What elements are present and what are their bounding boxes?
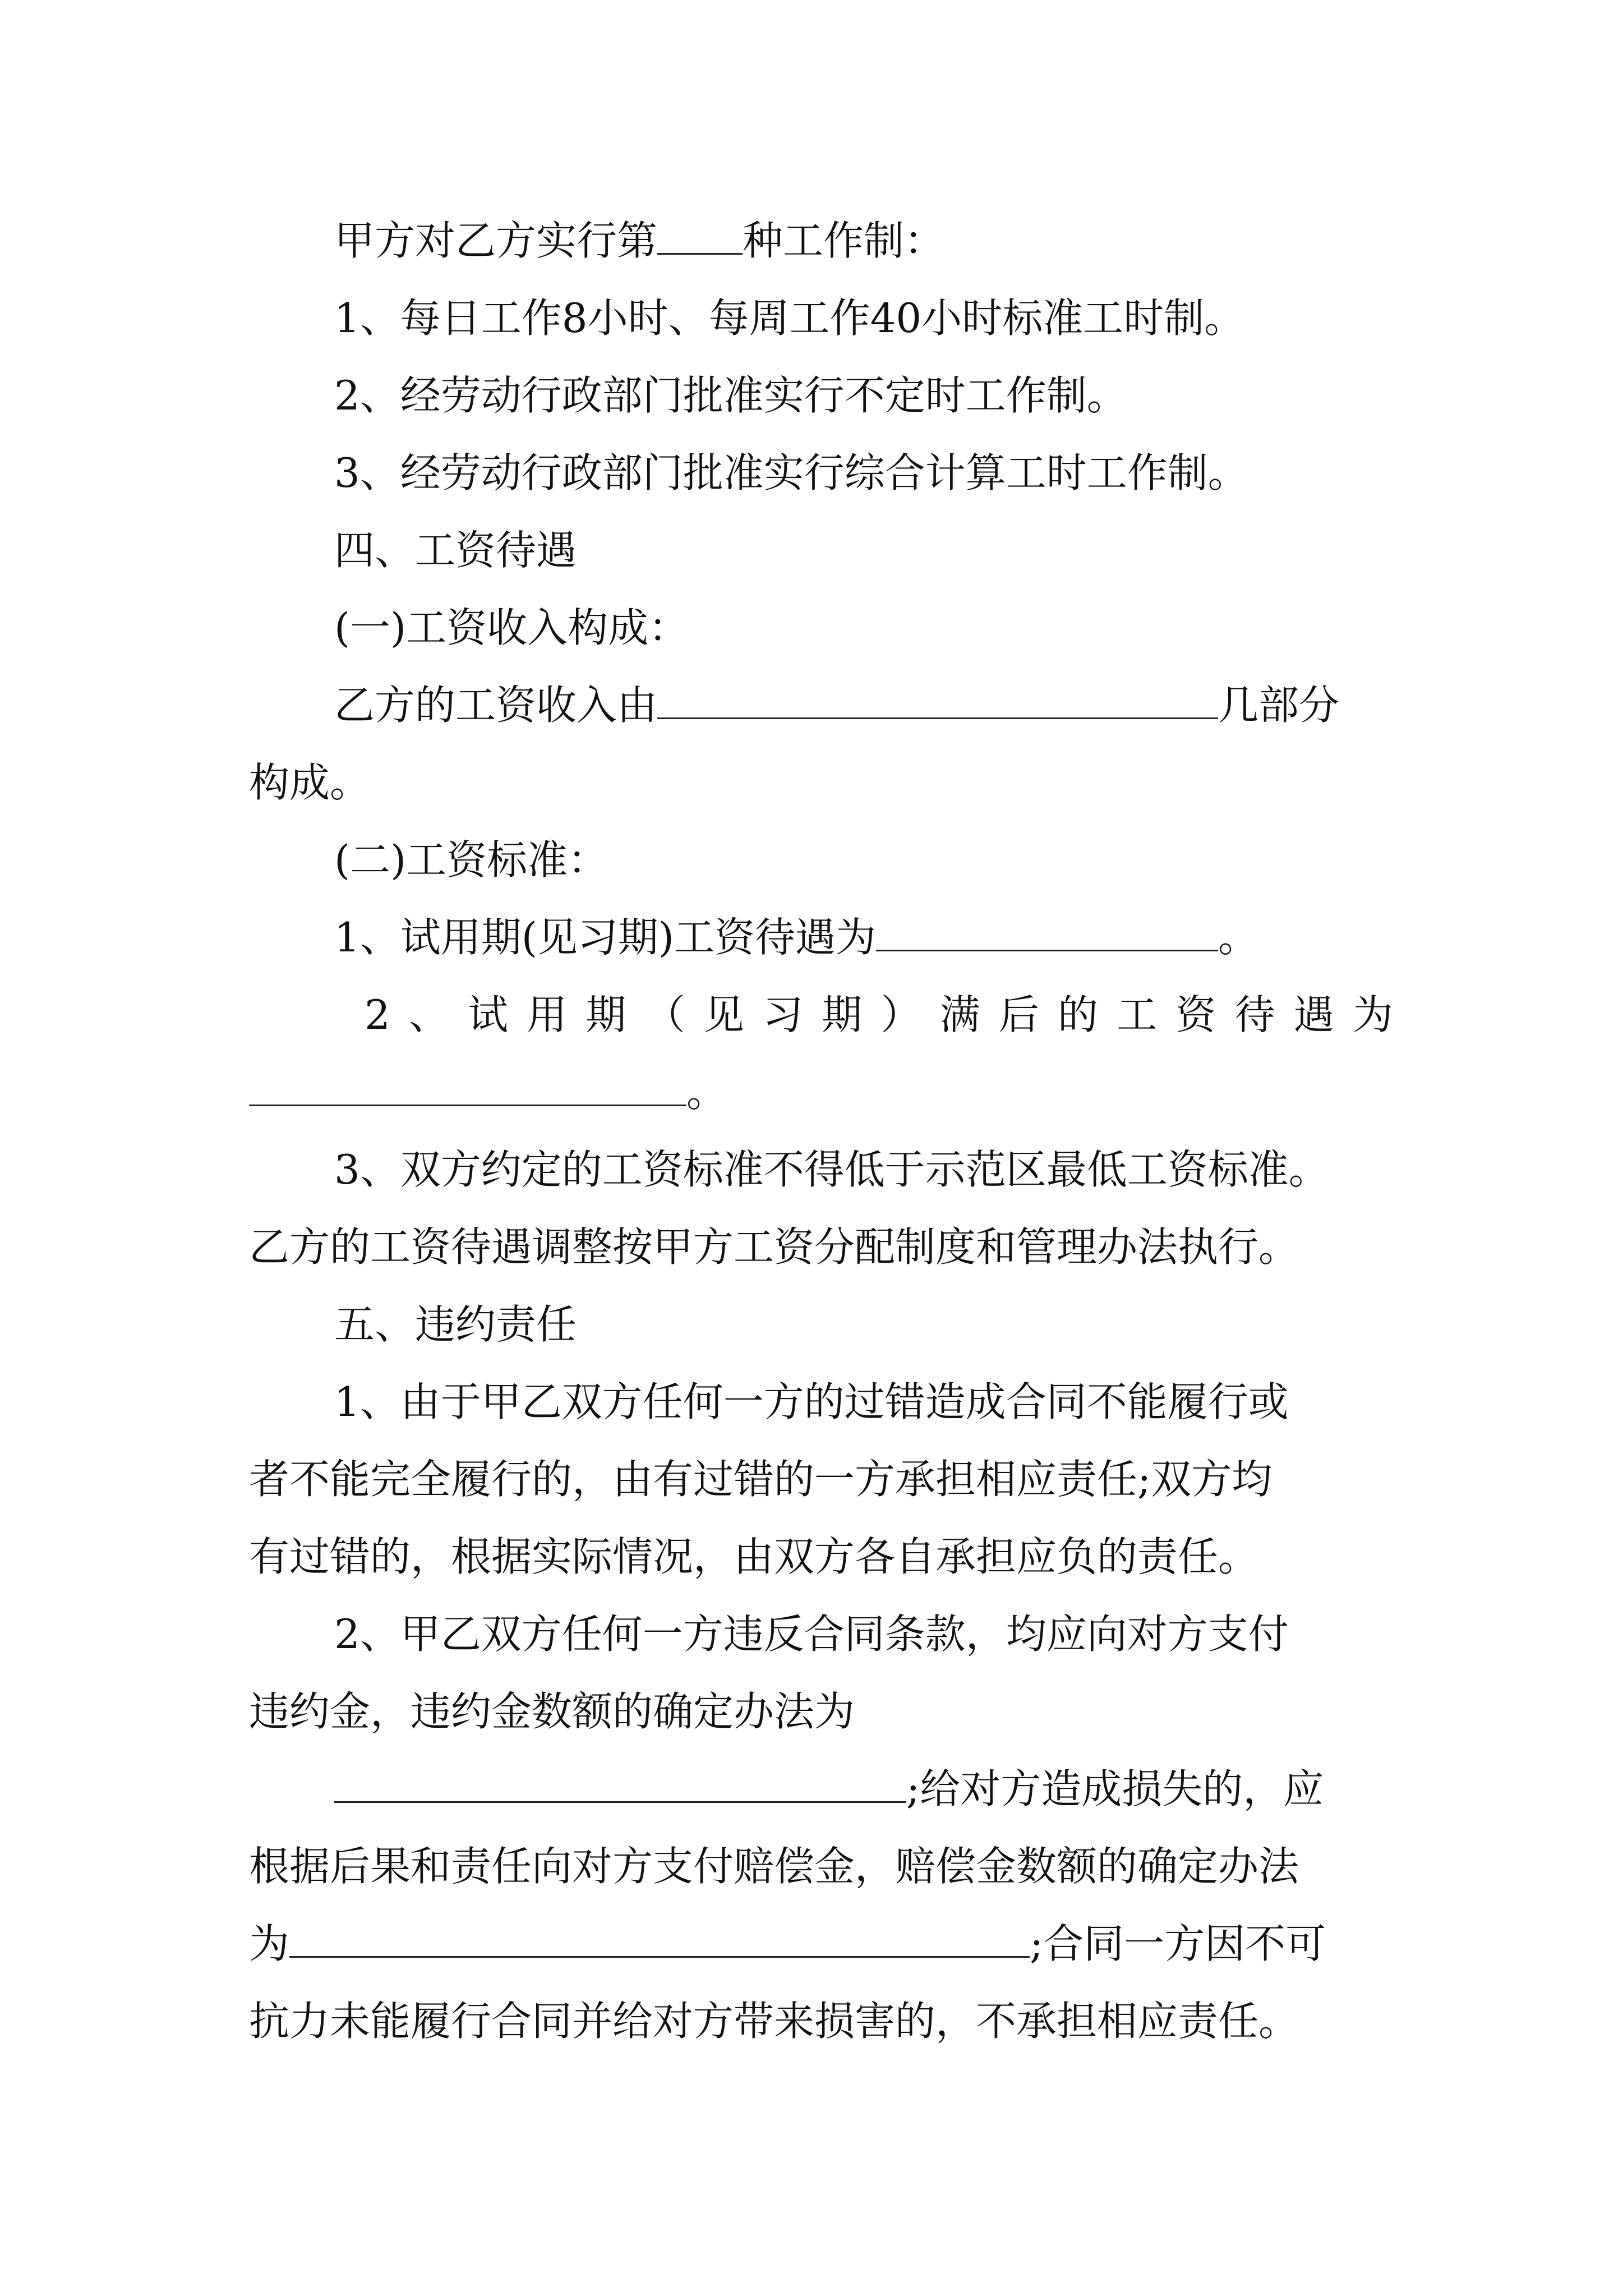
char: 工 — [1117, 991, 1158, 1038]
text: ;给对方造成损失的，应 — [906, 1765, 1324, 1812]
text: 1、试用期(见习期)工资待遇为 — [334, 914, 876, 961]
char: 见 — [703, 991, 744, 1038]
char: 习 — [763, 991, 804, 1038]
subsection-heading: (二)工资标准： — [334, 836, 608, 884]
text: 乙方的工资收入由 — [334, 682, 658, 729]
char: 、 — [408, 991, 449, 1038]
text: 。 — [1218, 914, 1259, 961]
paragraph: 1、由于甲乙双方任何一方的过错造成合同不能履行或 — [334, 1378, 1289, 1425]
paragraph-salary-composition — [249, 666, 1393, 744]
char: （ — [644, 991, 685, 1038]
fill-blank[interactable] — [657, 220, 743, 255]
paragraph-work-system — [249, 202, 1393, 279]
text: 甲方对乙方实行第 — [334, 217, 658, 264]
paragraph-continuation — [249, 1053, 1393, 1131]
fill-blank[interactable] — [876, 917, 1218, 951]
text: 。 — [686, 1069, 727, 1116]
char: 满 — [939, 991, 980, 1038]
section-heading: 四、工资待遇 — [334, 527, 577, 574]
fill-blank[interactable] — [249, 1072, 686, 1106]
paragraph-continuation: 构成。 — [249, 759, 371, 806]
fill-blank[interactable] — [657, 685, 1218, 719]
char: ） — [880, 991, 921, 1038]
list-item: 1、每日工作8小时、每周工作40小时标准工时制。 — [334, 295, 1245, 342]
text: 为 — [249, 1920, 290, 1967]
char: 2 — [365, 991, 390, 1038]
text: 几部分 — [1218, 682, 1340, 729]
char: 为 — [1352, 991, 1393, 1038]
paragraph-post-probation-salary — [249, 976, 1393, 1053]
paragraph-continuation: 者不能完全履行的，由有过错的一方承担相应责任;双方均 — [249, 1456, 1272, 1503]
paragraph-continuation: 根据后果和责任向对方支付赔偿金，赔偿金数额的确定办法 — [249, 1843, 1299, 1890]
section-heading: 五、违约责任 — [334, 1301, 577, 1348]
char: 待 — [1234, 991, 1275, 1038]
char: 资 — [1175, 991, 1216, 1038]
paragraph: 2、甲乙双方任何一方违反合同条款，均应向对方支付 — [334, 1611, 1289, 1658]
paragraph-continuation — [249, 1905, 1393, 1982]
document-body — [249, 202, 1393, 2060]
fill-blank[interactable] — [289, 1924, 1030, 1958]
paragraph-continuation: 有过错的，根据实际情况，由双方各自承担应负的责任。 — [249, 1533, 1259, 1580]
text: ;合同一方因不可 — [1030, 1920, 1326, 1967]
char: 后 — [998, 991, 1039, 1038]
char: 期 — [822, 991, 863, 1038]
paragraph-continuation: 抗力未能履行合同并给对方带来损害的，不承担相应责任。 — [249, 1998, 1299, 2045]
char: 试 — [468, 991, 509, 1038]
fill-blank[interactable] — [334, 1769, 906, 1803]
paragraph-probation-salary — [249, 899, 1393, 976]
subsection-heading: (一)工资收入构成： — [334, 604, 689, 651]
char: 期 — [585, 991, 626, 1038]
paragraph: 3、双方约定的工资标准不得低于示范区最低工资标准。 — [334, 1146, 1329, 1193]
char: 的 — [1058, 991, 1099, 1038]
list-item: 3、经劳动行政部门批准实行综合计算工时工作制。 — [334, 449, 1248, 496]
list-item: 2、经劳动行政部门批准实行不定时工作制。 — [334, 372, 1127, 419]
paragraph-continuation: 违约金，违约金数额的确定办法为 — [249, 1688, 855, 1735]
paragraph-continuation: 乙方的工资待遇调整按甲方工资分配制度和管理办法执行。 — [249, 1223, 1299, 1271]
char: 用 — [527, 991, 568, 1038]
paragraph-continuation — [249, 1750, 1393, 1828]
text: 种工作制： — [743, 217, 945, 264]
char: 遇 — [1293, 991, 1334, 1038]
